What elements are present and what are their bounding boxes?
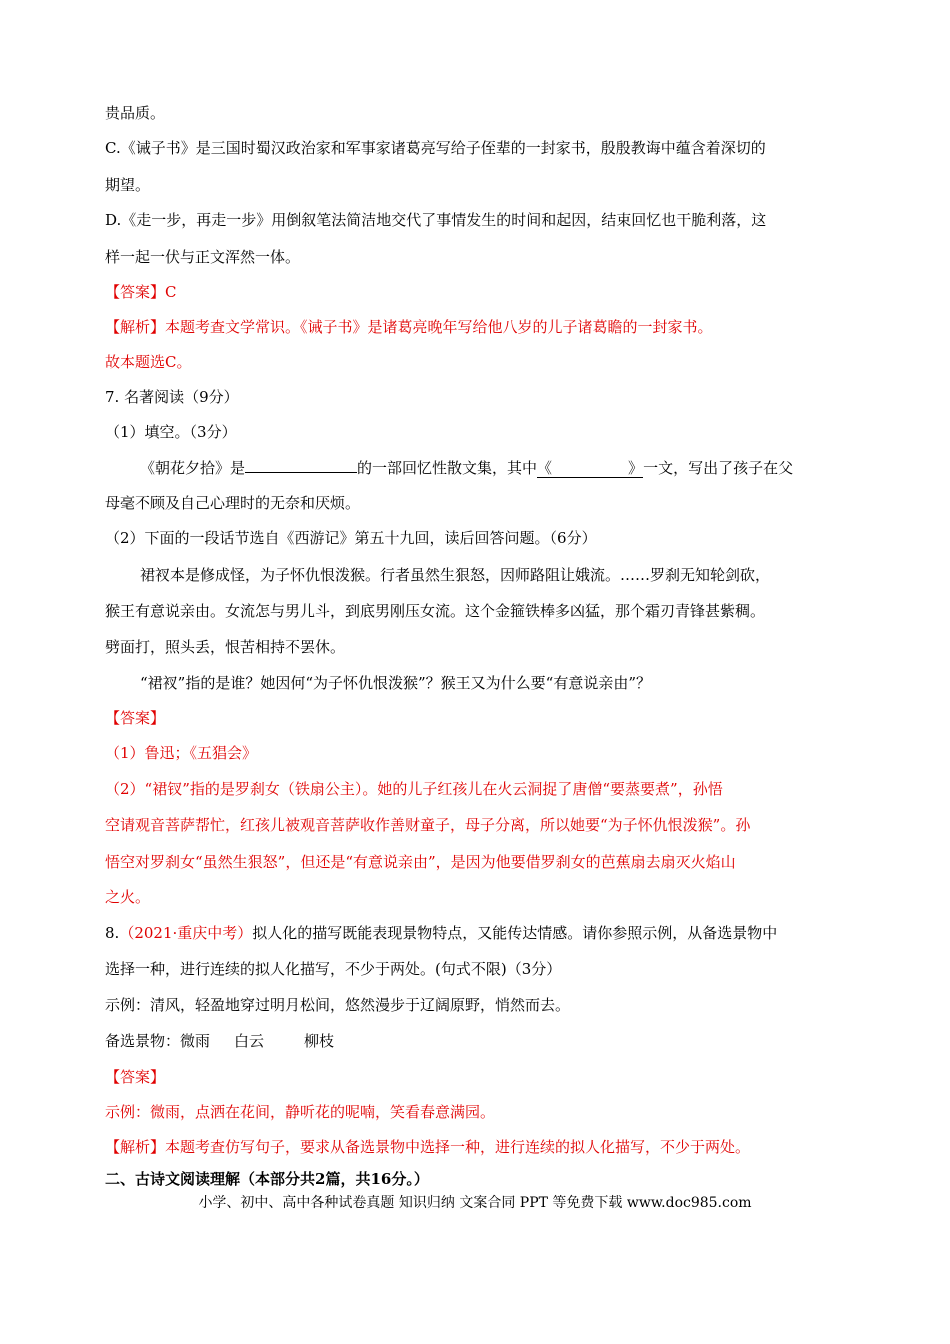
option-item: 微雨 — [180, 1032, 211, 1050]
page-footer: 小学、初中、高中各种试卷真题 知识归纳 文案合同 PPT 等免费下载 www.doc985.com — [198, 1195, 752, 1211]
option-item: 白云 — [234, 1032, 265, 1050]
conclusion-text: 故本题选C。 — [105, 353, 192, 371]
answer-label: 【答案】 — [105, 1068, 166, 1086]
answer-text: （1）鲁迅；《五猖会》 — [105, 744, 258, 762]
question-line: 选择一种，进行连续的拟人化描写，不少于两处。(句式不限)（3分） — [105, 960, 562, 978]
option-item: 柳枝 — [304, 1032, 335, 1050]
passage-line: 猴王有意说亲由。女流怎与男儿斗，到底男刚压女流。这个金箍铁棒多凶猛，那个霜刃青锋甚紫稠。 — [105, 602, 766, 620]
text-span: 拟人化的描写既能表现景物特点，又能传达情感。请你参照示例，从备选景物中 — [252, 924, 778, 942]
answer-label: 【答案】 — [105, 709, 166, 727]
example-text: 示例：清风，轻盈地穿过明月松间，悠然漫步于辽阔原野，悄然而去。 — [105, 996, 571, 1014]
question-number: 8. — [105, 924, 120, 942]
fill-blank-line — [140, 456, 850, 479]
text-span: 《朝花夕拾》是 — [140, 459, 246, 477]
answer-label: 【答案】C — [105, 283, 177, 301]
option-c-line: 期望。 — [105, 176, 151, 194]
passage-line: 裙衩本是修成怪，为子怀仇恨泼猴。行者虽然生狠怒，因师路阻让娥流。……罗刹无知轮剑砍， — [140, 566, 771, 584]
bracket-open: 《 — [537, 459, 553, 477]
option-d-line: D.《走一步，再走一步》用倒叙笔法简洁地交代了事情发生的时间和起因，结束回忆也干脆利落，这 — [105, 211, 767, 229]
text-line: 贵品质。 — [105, 104, 166, 122]
title-blank-group[interactable] — [537, 459, 643, 478]
text-span: 的一部回忆性散文集，其中 — [357, 459, 538, 477]
question-text: “裙衩”指的是谁？她因何“为子怀仇恨泼猴”？猴王又为什么要“有意说亲由”？ — [140, 674, 652, 692]
options-label: 备选景物： — [105, 1032, 181, 1050]
answer-text: 空请观音菩萨帮忙，红孩儿被观音菩萨收作善财童子，母子分离，所以她要“为子怀仇恨泼猴”。孙 — [105, 816, 751, 834]
question-line — [105, 922, 850, 944]
answer-text: 悟空对罗刹女“虽然生狠怒”，但还是“有意说亲由”，是因为他要借罗刹女的芭蕉扇去扇灭火焰山 — [105, 853, 736, 871]
analysis-text: 【解析】本题考查仿写句子，要求从备选景物中选择一种，进行连续的拟人化描写，不少于两处。 — [105, 1138, 751, 1156]
text-span: 一文，写出了孩子在父 — [643, 459, 794, 477]
sub-question-title: （2）下面的一段话节选自《西游记》第五十九回，读后回答问题。（6分） — [105, 529, 597, 547]
options-line — [105, 1030, 850, 1052]
bracket-close: 》 — [628, 459, 644, 477]
question-source: （2021·重庆中考） — [119, 924, 253, 942]
sub-question-title: （1）填空。（3分） — [105, 423, 237, 441]
passage-line: 劈面打，照头丢，恨苦相持不罢休。 — [105, 638, 346, 656]
answer-text: 示例：微雨，点洒在花间，静听花的呢喃，笑看春意满园。 — [105, 1103, 496, 1121]
answer-blank[interactable] — [245, 456, 357, 473]
analysis-text: 【解析】本题考查文学常识。《诫子书》是诸葛亮晚年写给他八岁的儿子诸葛瞻的一封家书。 — [105, 318, 713, 336]
question-title: 7. 名著阅读（9分） — [105, 388, 239, 406]
option-d-line: 样一起一伏与正文浑然一体。 — [105, 248, 301, 266]
answer-text: 之火。 — [105, 888, 151, 906]
answer-text: （2）“裙钗”指的是罗刹女（铁扇公主）。她的儿子红孩儿在火云洞捉了唐僧“要蒸要煮”，孙悟 — [105, 780, 723, 798]
option-c-line: C.《诫子书》是三国时蜀汉政治家和军事家诸葛亮写给子侄辈的一封家书，殷殷教诲中蕴含着深切的 — [105, 139, 766, 157]
text-line: 母毫不顾及自己心理时的无奈和厌烦。 — [105, 494, 361, 512]
section-heading: 二、古诗文阅读理解（本部分共2篇，共16分。） — [105, 1170, 429, 1188]
